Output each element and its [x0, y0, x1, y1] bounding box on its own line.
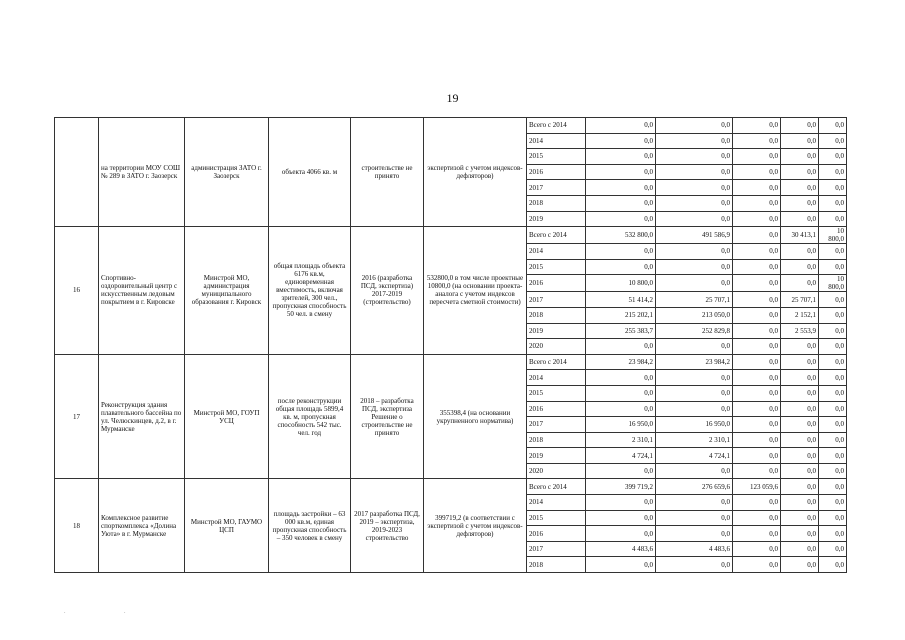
year-cell: 2017	[527, 541, 586, 557]
amount-cell: 0,0	[733, 211, 781, 227]
amount-cell: 0,0	[656, 275, 733, 292]
amount-cell: 0,0	[819, 211, 847, 227]
year-cell: 2020	[527, 463, 586, 479]
amount-cell: 0,0	[733, 385, 781, 401]
year-cell: 2015	[527, 385, 586, 401]
year-cell: 2014	[527, 495, 586, 511]
year-cell: Всего с 2014	[527, 354, 586, 370]
amount-cell: 252 829,8	[656, 323, 733, 339]
amount-cell: 0,0	[733, 526, 781, 542]
amount-cell: 23 984,2	[586, 354, 656, 370]
amount-cell: 0,0	[819, 526, 847, 542]
year-cell: 2018	[527, 557, 586, 573]
year-cell: 2016	[527, 275, 586, 292]
project-name-cell: Реконструкция здания плавательного бассейна по ул. Челюскинцев, д.2, в г. Мурманске	[99, 354, 185, 479]
stage-cell: 2016 (разработка ПСД, экспертиза) 2017-2019 (строительство)	[351, 227, 424, 355]
amount-cell: 0,0	[781, 541, 819, 557]
year-cell: 2018	[527, 432, 586, 448]
amount-cell: 0,0	[586, 195, 656, 211]
year-cell: 2017	[527, 292, 586, 308]
amount-cell: 0,0	[656, 133, 733, 149]
amount-cell: 0,0	[733, 307, 781, 323]
amount-cell: 10 800,0	[819, 227, 847, 244]
amount-cell: 0,0	[733, 133, 781, 149]
amount-cell: 399 719,2	[586, 479, 656, 495]
amount-cell: 0,0	[819, 479, 847, 495]
amount-cell: 0,0	[656, 118, 733, 134]
stage-cell: 2018 – разработка ПСД, экспертиза Решение о строительстве не принято	[351, 354, 424, 479]
stage-cell: 2017 разработка ПСД, 2019 – экспертиза, 2019-2023 строительство	[351, 479, 424, 573]
amount-cell: 0,0	[781, 417, 819, 433]
year-cell: 2015	[527, 149, 586, 165]
amount-cell: 0,0	[656, 180, 733, 196]
amount-cell: 0,0	[656, 510, 733, 526]
amount-cell: 0,0	[819, 432, 847, 448]
amount-cell: 0,0	[819, 385, 847, 401]
amount-cell: 0,0	[656, 370, 733, 386]
amount-cell: 0,0	[656, 339, 733, 355]
year-cell: 2016	[527, 526, 586, 542]
table-row	[55, 227, 847, 244]
customer-cell: Минстрой МО, ГОУП УСЦ	[185, 354, 269, 479]
amount-cell: 0,0	[781, 180, 819, 196]
amount-cell: 0,0	[586, 385, 656, 401]
amount-cell: 0,0	[733, 448, 781, 464]
customer-cell: Минстрой МО, администрация муниципального образования г. Кировск	[185, 227, 269, 355]
cost-cell: 399719,2 (в соответствии с экспертизой с учетом индексов-дефляторов)	[424, 479, 527, 573]
amount-cell: 0,0	[656, 244, 733, 260]
amount-cell: 0,0	[819, 510, 847, 526]
amount-cell: 16 950,0	[586, 417, 656, 433]
amount-cell: 0,0	[733, 354, 781, 370]
amount-cell: 0,0	[656, 495, 733, 511]
amount-cell: 4 483,6	[656, 541, 733, 557]
capacity-cell: объекта 4066 кв. м	[269, 118, 351, 227]
table-row	[55, 118, 847, 134]
amount-cell: 0,0	[819, 448, 847, 464]
amount-cell: 0,0	[781, 495, 819, 511]
amount-cell: 0,0	[781, 557, 819, 573]
project-number-cell: 17	[55, 354, 99, 479]
amount-cell: 10 800,0	[586, 275, 656, 292]
year-cell: Всего с 2014	[527, 479, 586, 495]
amount-cell: 0,0	[733, 227, 781, 244]
amount-cell: 0,0	[819, 149, 847, 165]
amount-cell: 0,0	[781, 259, 819, 275]
amount-cell: 0,0	[781, 448, 819, 464]
amount-cell: 0,0	[781, 149, 819, 165]
amount-cell: 0,0	[819, 354, 847, 370]
year-cell: 2020	[527, 339, 586, 355]
amount-cell: 10 800,0	[819, 275, 847, 292]
amount-cell: 0,0	[819, 307, 847, 323]
amount-cell: 0,0	[781, 479, 819, 495]
table-row	[55, 354, 847, 370]
amount-cell: 0,0	[733, 541, 781, 557]
year-cell: 2015	[527, 259, 586, 275]
amount-cell: 0,0	[733, 432, 781, 448]
amount-cell: 123 059,6	[733, 479, 781, 495]
amount-cell: 2 310,1	[656, 432, 733, 448]
stage-cell: строительстве не принято	[351, 118, 424, 227]
cost-cell: экспертизой с учетом индексов-дефляторов)	[424, 118, 527, 227]
amount-cell: 0,0	[586, 149, 656, 165]
amount-cell: 0,0	[733, 149, 781, 165]
amount-cell: 0,0	[586, 211, 656, 227]
amount-cell: 0,0	[656, 463, 733, 479]
amount-cell: 0,0	[819, 541, 847, 557]
amount-cell: 0,0	[733, 339, 781, 355]
amount-cell: 0,0	[819, 133, 847, 149]
page-number: 19	[446, 91, 459, 105]
amount-cell: 0,0	[733, 180, 781, 196]
amount-cell: 0,0	[819, 323, 847, 339]
amount-cell: 0,0	[781, 195, 819, 211]
amount-cell: 0,0	[586, 370, 656, 386]
amount-cell: 0,0	[656, 164, 733, 180]
amount-cell: 0,0	[733, 275, 781, 292]
amount-cell: 0,0	[819, 180, 847, 196]
amount-cell: 2 310,1	[586, 432, 656, 448]
amount-cell: 0,0	[781, 385, 819, 401]
project-name-cell: Спортивно-оздоровительный центр с искусственным ледовым покрытием в г. Кировске	[99, 227, 185, 355]
amount-cell: 213 050,0	[656, 307, 733, 323]
amount-cell: 4 483,6	[586, 541, 656, 557]
amount-cell: 0,0	[656, 557, 733, 573]
amount-cell: 0,0	[819, 401, 847, 417]
project-name-cell: Комплексное развитие спорткомплекса «Долина Уюта» в г. Мурманске	[99, 479, 185, 573]
amount-cell: 0,0	[781, 164, 819, 180]
amount-cell: 0,0	[733, 164, 781, 180]
amount-cell: 4 724,1	[586, 448, 656, 464]
amount-cell: 0,0	[733, 259, 781, 275]
amount-cell: 0,0	[586, 164, 656, 180]
scan-marks: . .	[64, 609, 126, 615]
amount-cell: 0,0	[819, 370, 847, 386]
amount-cell: 215 202,1	[586, 307, 656, 323]
year-cell: 2014	[527, 244, 586, 260]
amount-cell: 0,0	[656, 195, 733, 211]
amount-cell: 2 152,1	[781, 307, 819, 323]
amount-cell: 0,0	[656, 211, 733, 227]
amount-cell: 2 553,9	[781, 323, 819, 339]
amount-cell: 532 800,0	[586, 227, 656, 244]
year-cell: 2019	[527, 211, 586, 227]
amount-cell: 0,0	[781, 432, 819, 448]
amount-cell: 0,0	[819, 164, 847, 180]
year-cell: 2014	[527, 133, 586, 149]
year-cell: 2014	[527, 370, 586, 386]
year-cell: 2019	[527, 323, 586, 339]
year-cell: 2019	[527, 448, 586, 464]
table-body	[55, 118, 847, 573]
amount-cell: 0,0	[819, 557, 847, 573]
year-cell: 2017	[527, 180, 586, 196]
cost-cell: 355398,4 (на основании укрупненного норматива)	[424, 354, 527, 479]
amount-cell: 25 707,1	[656, 292, 733, 308]
amount-cell: 0,0	[781, 339, 819, 355]
amount-cell: 255 383,7	[586, 323, 656, 339]
amount-cell: 25 707,1	[781, 292, 819, 308]
amount-cell: 0,0	[781, 401, 819, 417]
year-cell: 2016	[527, 401, 586, 417]
amount-cell: 0,0	[781, 510, 819, 526]
amount-cell: 0,0	[819, 259, 847, 275]
amount-cell: 0,0	[586, 133, 656, 149]
amount-cell: 0,0	[781, 275, 819, 292]
investment-table	[54, 117, 847, 573]
amount-cell: 0,0	[586, 526, 656, 542]
capacity-cell: после реконструкции общая площадь 5899,4 кв. м, пропускная способность 542 тыс. чел. год	[269, 354, 351, 479]
amount-cell: 23 984,2	[656, 354, 733, 370]
project-number-cell: 18	[55, 479, 99, 573]
amount-cell: 0,0	[733, 401, 781, 417]
capacity-cell: площадь застройки – 63 000 кв.м, единая пропускная способность – 350 человек в смену	[269, 479, 351, 573]
amount-cell: 0,0	[733, 195, 781, 211]
customer-cell: Минстрой МО, ГАУМО ЦСП	[185, 479, 269, 573]
amount-cell: 0,0	[819, 463, 847, 479]
project-name-cell: на территории МОУ СОШ № 289 в ЗАТО г. Заозерск	[99, 118, 185, 227]
amount-cell: 0,0	[781, 244, 819, 260]
amount-cell: 16 950,0	[656, 417, 733, 433]
amount-cell: 0,0	[781, 211, 819, 227]
year-cell: Всего с 2014	[527, 227, 586, 244]
amount-cell: 0,0	[656, 149, 733, 165]
amount-cell: 0,0	[586, 244, 656, 260]
amount-cell: 0,0	[733, 370, 781, 386]
project-number-cell	[55, 118, 99, 227]
amount-cell: 0,0	[819, 339, 847, 355]
amount-cell: 0,0	[819, 118, 847, 134]
amount-cell: 0,0	[819, 244, 847, 260]
table-row	[55, 479, 847, 495]
amount-cell: 0,0	[733, 510, 781, 526]
amount-cell: 0,0	[656, 401, 733, 417]
amount-cell: 4 724,1	[656, 448, 733, 464]
amount-cell: 30 413,1	[781, 227, 819, 244]
amount-cell: 0,0	[586, 463, 656, 479]
amount-cell: 491 586,9	[656, 227, 733, 244]
amount-cell: 0,0	[733, 495, 781, 511]
amount-cell: 51 414,2	[586, 292, 656, 308]
amount-cell: 0,0	[586, 339, 656, 355]
amount-cell: 0,0	[819, 195, 847, 211]
amount-cell: 0,0	[781, 526, 819, 542]
amount-cell: 0,0	[781, 463, 819, 479]
amount-cell: 0,0	[586, 401, 656, 417]
year-cell: 2018	[527, 195, 586, 211]
amount-cell: 0,0	[733, 557, 781, 573]
customer-cell: администрация ЗАТО г. Заозерск	[185, 118, 269, 227]
amount-cell: 0,0	[781, 354, 819, 370]
amount-cell: 0,0	[586, 557, 656, 573]
amount-cell: 0,0	[819, 292, 847, 308]
amount-cell: 0,0	[586, 259, 656, 275]
amount-cell: 0,0	[733, 244, 781, 260]
amount-cell: 0,0	[733, 118, 781, 134]
amount-cell: 0,0	[586, 118, 656, 134]
year-cell: 2015	[527, 510, 586, 526]
amount-cell: 0,0	[819, 495, 847, 511]
year-cell: 2016	[527, 164, 586, 180]
amount-cell: 0,0	[781, 370, 819, 386]
amount-cell: 0,0	[733, 463, 781, 479]
amount-cell: 0,0	[733, 417, 781, 433]
year-cell: Всего с 2014	[527, 118, 586, 134]
amount-cell: 0,0	[733, 292, 781, 308]
amount-cell: 0,0	[781, 118, 819, 134]
amount-cell: 0,0	[586, 495, 656, 511]
amount-cell: 0,0	[781, 133, 819, 149]
amount-cell: 0,0	[819, 417, 847, 433]
amount-cell: 0,0	[656, 259, 733, 275]
amount-cell: 276 659,6	[656, 479, 733, 495]
amount-cell: 0,0	[656, 526, 733, 542]
amount-cell: 0,0	[656, 385, 733, 401]
project-number-cell: 16	[55, 227, 99, 355]
cost-cell: 532800,0 в том числе проектные 10800,0 (на основании проекта-аналога с учетом индексов пересчета сметной стоимости)	[424, 227, 527, 355]
capacity-cell: общая площадь объекта 6176 кв.м, единовременная вместимость, включая зрителей, 300 чел., пропускная способность 50 чел. в смену	[269, 227, 351, 355]
year-cell: 2017	[527, 417, 586, 433]
amount-cell: 0,0	[586, 510, 656, 526]
year-cell: 2018	[527, 307, 586, 323]
amount-cell: 0,0	[586, 180, 656, 196]
amount-cell: 0,0	[733, 323, 781, 339]
